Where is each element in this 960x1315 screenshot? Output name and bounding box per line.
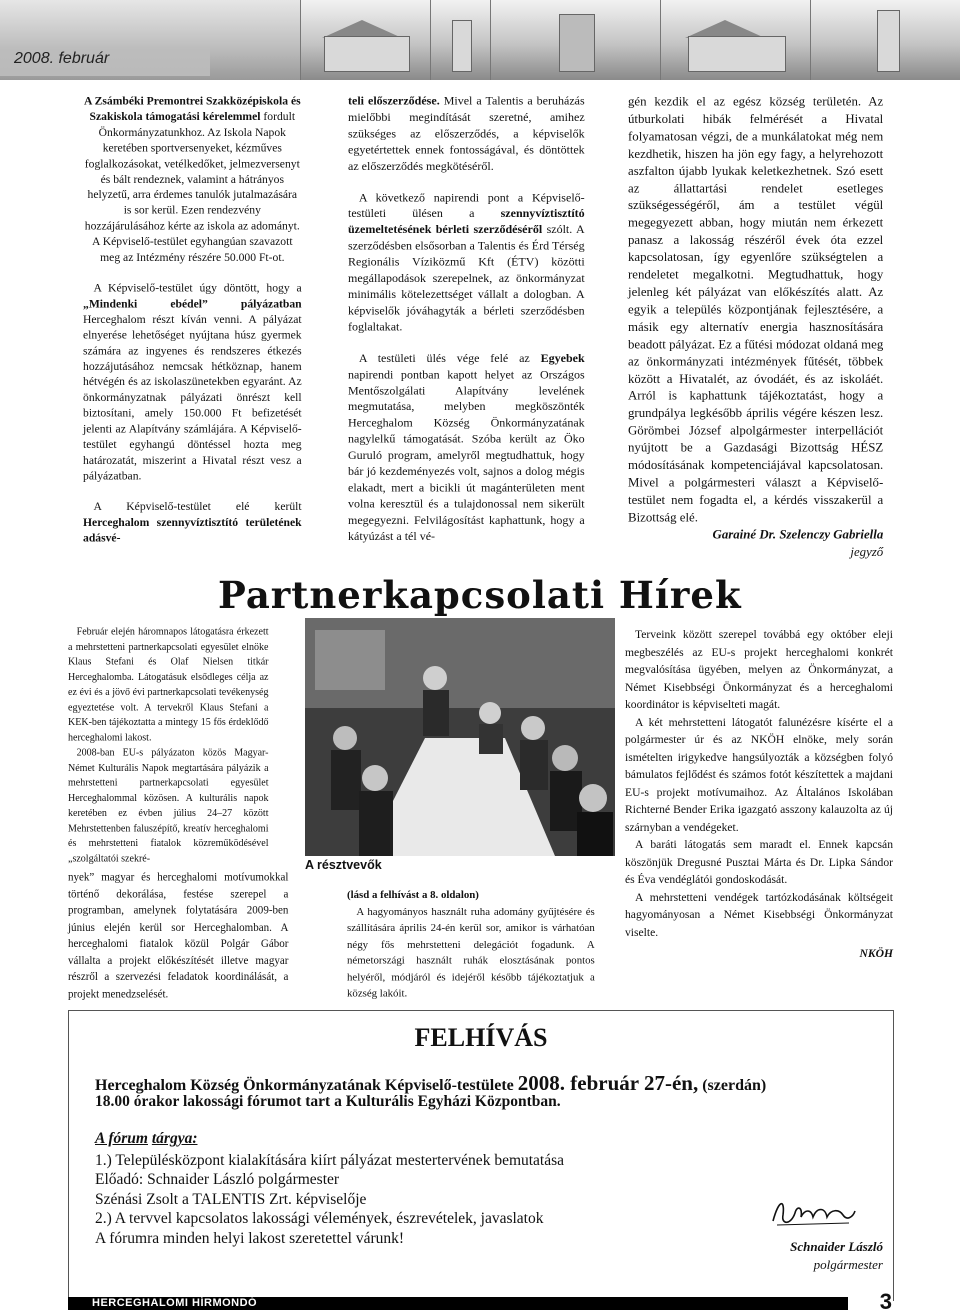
statue-photo: [490, 0, 661, 80]
participants-photo-drawing: [305, 618, 615, 856]
agenda-heading: A fórum tárgya:: [95, 1130, 198, 1147]
agenda-item: 2.) A tervvel kapcsolatos lakossági vélemények, észrevételek, javaslatok: [95, 1210, 544, 1227]
partner-news-col3: Terveink között szerepel továbbá egy október eleji megbeszélés az EU-s projekt herceghalomi konkrét megvalósítása ügyében, melyen az Önkormányzat, a Német Kisebbségi Önkormányzat és a herceghalomi koordinátor is képviselteti magát. A két mehrstetteni látogatót falunézésre kísérte el a polgármester úr és az NKÖH elnöke, mely során ismételten irigykedve hangsúlyozták a községben folyó bámulatos fejlődést és számos fotót készítettek a majdani EU-s projekt motívumaihoz. Az Általános Iskolában Richterné Bender Erika igazgató asszony kalauzolta az új szárnyban a vendégeket. A baráti látogatás sem maradt el. Ennek kapcsán köszönjük Dregusné Pusztai Márta és Dr. Lipka Sándor és Éva vendéglátói gondoskodását. A mehrstetteni vendégek tartózkodásának költségeit hagyományosan a Német Kisebbségi Önkormányzat viselte. NKÖH: [625, 626, 893, 963]
publication-name: HERCEGHALOMI HÍRMONDÓ: [92, 1297, 258, 1309]
author-role: jegyző: [850, 544, 884, 559]
announcement-line-1: Herceghalom Község Önkormányzatának Képviselő-testülete 2008. február 27-én, (szerdán): [95, 1071, 767, 1095]
article-3-continuation: teli előszerződése. Mivel a Talentis a beruházás mielőbbi megindítását szeretné, amihez szükséges az előszerződés, a képviselők egyetértettek ennek fontosságával, és döntöttek az előszerződés megkötéséről.: [348, 93, 585, 173]
agenda-item: A fórumra minden helyi lakost szeretettel várunk!: [95, 1229, 405, 1247]
section-title: Partnerkapcsolati Hírek: [218, 573, 742, 617]
partner-news-col1: Február elején háromnapos látogatásra érkezett a mehrstetteni partnerkapcsolati egyesület elnöke Klaus Stefani és Olaf Nielsen titkár Herceghalomba. Látogatásuk elsődleges célja az ez évi és a jövő évi partnerkapcsolati tevékenység egyeztetése volt. A tervekről Klaus Stefani a KEK-ben tájékoztatta a mintegy 15 fős érdeklődő herceghalomi lakost. 2008-ban EU-s pályázaton közös Magyar- Német Kulturális Napok megtartására pályázik a mehrstetteni partnerkapcsolati egyesület Herceghalommal közösen. A kulturális napok keretében ez évben július 24–27 között Mehrstettenben faluszépítő, kreatív herceghalomi és mehrstetteni fiatalok közreműködésével „szolgáltatói szekré-: [68, 625, 269, 864]
header-banner: [0, 0, 960, 80]
partner-news-col2: (lásd a felhívást a 8. oldalon) A hagyományos használt ruha adomány gyűjtésére és szállítására április 24-én kerül sor, amikor is várhatóan négy fős mehrstetteni delegációt fogadunk. A németországi használt ruhák elosztásának pontos helyéről, módjáról és idejéről később tájékoztatjuk a község lakóit.: [347, 888, 595, 1000]
reference-note: (lásd a felhívást a 8. oldalon): [347, 888, 479, 902]
agenda: [95, 1129, 564, 1248]
announcement-title: FELHÍVÁS: [414, 1023, 548, 1052]
agenda-item: Előadó: Schnaider László polgármester: [95, 1171, 340, 1188]
article-4-paragraph: A következő napirendi pont a Képviselő-testületi ülésen a szennyvíztisztító üzemeltetésének bérleti szerződéséről szólt. A szerződésben elsősorban a Talentis és Érd Térség Regionális Víziközmű Kft (ÉTV) közötti megállapodások szerepelnek, az önkormányzat minimális kötelezettséget vállalt a dologban. A képviselők jóváhagyták a bérleti szerződésben foglaltakat.: [348, 190, 585, 334]
author-name: Garainé Dr. Szelenczy Gabriella: [712, 526, 884, 542]
photo-caption: A résztvevők: [305, 858, 382, 872]
school-building-photo: [300, 0, 431, 80]
article-3-paragraph: A Képviselő-testület elé került Herceghalom szennyvíztisztító területének adásvé-: [83, 499, 302, 544]
announcement-line-2: 18.00 órakor lakossági fórumot tart a Kulturális Egyházi Központban.: [95, 1093, 561, 1110]
participants-photo: [305, 618, 615, 856]
handwritten-signature: [769, 1195, 859, 1231]
article-2-paragraph: A Képviselő-testület úgy döntött, hogy a „Mindenki ebédel” pályázatban Herceghalom részt kíván venni. A pályázat elnyerése lehetőséget nyújtana húsz gyermek számára az ingyenes és rendszeres étkezés hozzájutásához nemcsak hétköznap, hanem hétvégén és az iskolaszünetekben egyaránt. Az önkormányzatnak pályázati önrészt kell biztosítani, amely 150.000 Ft befizetését jelenti az Alapítvány számlájára. A Képviselő-testület egyhangú döntéssel hozta meg határozatát, miszerint a Hivatal részt vesz a pályázatban.: [83, 280, 302, 483]
article-1-paragraph: A Zsámbéki Premontrei Szakközépiskola és Szakiskola támogatási kérelemmel fordult Önkormányzatunkhoz. Az Iskola Napok keretében sportversenyeket, kézműves foglalkozásokat, vetélkedőket, jelmezversenyt és bált rendeznek, valamint a hátrányos helyzetű, arra érdemes tanulók jutalmazására is sor kerül. Ezen rendezvény hozzájárulásához kérte az iskola az adományt. A Képviselő-testület egyhangúan szavazott meg az Intézmény részére 50.000 Ft-ot.: [83, 93, 301, 264]
column-2: [348, 93, 585, 560]
article-1-title: A Zsámbéki Premontrei Szakközépiskola és Szakiskola támogatási kérelemmel: [83, 93, 301, 123]
partner-signature: NKÖH: [859, 947, 893, 960]
announcement-box: [68, 1010, 894, 1301]
column-1: [83, 93, 302, 560]
article-5-paragraph: A testületi ülés vége felé az Egyebek napirendi pontban kapott helyet az Országos Mentőszolgálati Alapítvány levelének megmutatása, melyben megköszönték Herceghalom Község Önkormányzatának nagylelkű támogatását. Szóba került az Öko Guruló program, amelyről megtudhattuk, hogy bár jó kezdeményezés volt, sajnos a dolog mégis elakadt, mert a bicikli út magánterületen ment volna keresztül és a tulajdonossal nem sikerült megegyezni. Felvilágosítást kaphattunk, hogy a kátyúzást a tél vé-: [348, 351, 585, 543]
partner-news-col1-cont: nyek” magyar és herceghalomi motívumokkal történő dekorálása, festése szerepel a programban, amelynek folytatására 2009-ben június elején kerül sor Herceghalomban. A herceghalomi fiatalok közül Polgár Gábor vállalta a projekt előkészítését illetve magyar részről a szervezési feladatok koordinálását, a projekt menedzselését.: [68, 870, 289, 1000]
agenda-item: Szénási Zsolt a TALENTIS Zrt. képviselője: [95, 1190, 367, 1208]
agenda-item: 1.) Településközpont kialakítására kiírt pályázat mestertervének bemutatása: [95, 1151, 565, 1169]
article-5-continuation: gén kezdik el az egész község területén. Az útburkolati hibák felmérését a Hivatal folyamatosan végzi, de a munkálatokat még nem kezdhetik, hiszen ha jön egy fagy, a helyrehozott aszfalton újabb lyukak keletkezhetnek. Szó esett az állattartási rendelet esetleges szükségességéről, ám a testület végül megegyezett abban, hogy miután nem érkezett panasz a lakosság részéről évek óta ezzel kapcsolatosan, így egyenlőre szükségtelen a rendeletet megalkotni. Megtudhattuk, hogy jelenleg két pályázat van előkészítés alatt. Az egyik a település központjának fejlesztésére, a másik egy alternatív energia hasznosítására beadott pályázat. Ez a fűtési módozat oldaná meg az önkormányzati intézmények fűtését, többek között a Hivatalét, az óvodáét, és az iskoláét. Arról is kaphattunk tájékoztatást, hogy a grundpálya legkésőbb április végére készen lesz. Görömbei József alpolgármester interpellációt nyújtott be a Gazdasági Bizottság HÉSZ módosításának kompetenciájával kapcsolatosan. Mivel a polgármesteri választ a Képviselő-testület nem fogadta el, a kérdés visszakerül a Bizottság elé.: [628, 93, 884, 524]
town-building-photo: [660, 0, 811, 80]
tower-photo: [810, 0, 960, 80]
page-number: 3: [879, 1289, 892, 1314]
church-photo: [430, 0, 491, 80]
footer: [68, 1289, 892, 1314]
column-3: [628, 93, 883, 560]
issue-date: 2008. február: [14, 50, 110, 67]
mayor-name: Schnaider László: [790, 1239, 883, 1254]
mayor-role: polgármester: [813, 1257, 883, 1272]
